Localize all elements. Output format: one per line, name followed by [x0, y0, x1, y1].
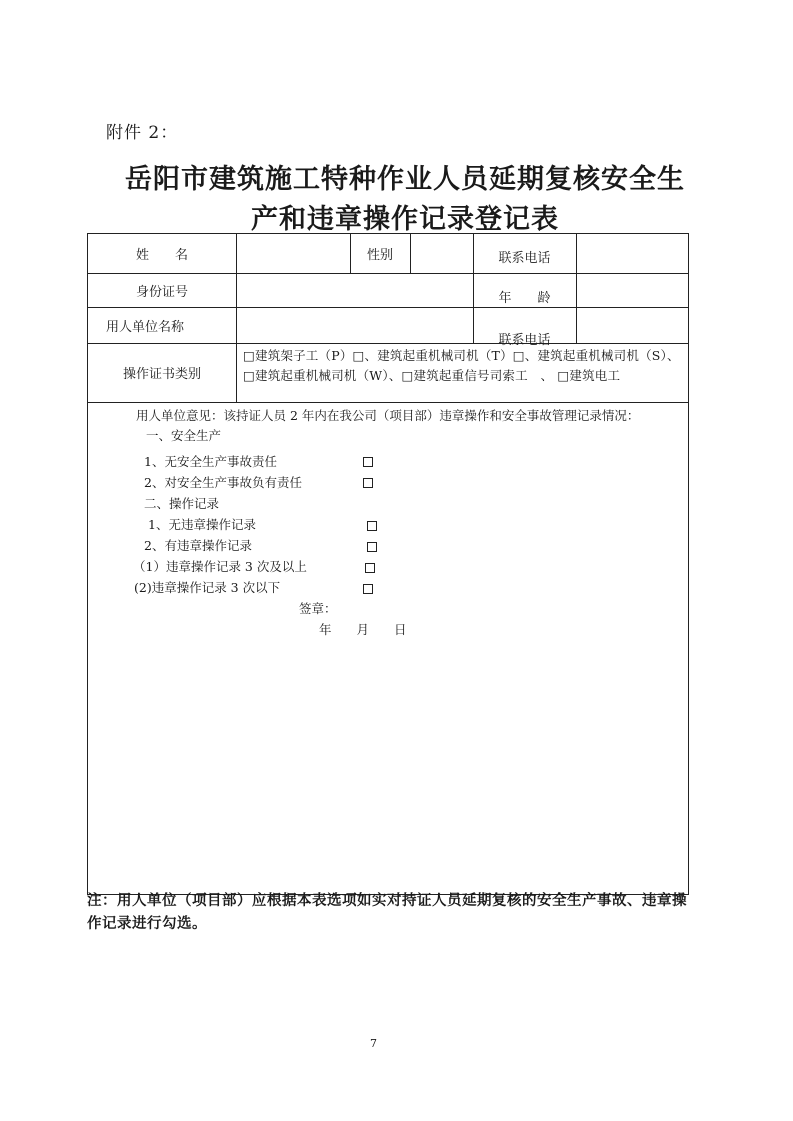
violation-under-3-option: (2)违章操作记录 3 次以下	[134, 580, 281, 595]
page-number: 7	[370, 1037, 377, 1050]
id-number-field[interactable]	[237, 273, 473, 307]
footnote: 注：用人单位（项目部）应根据本表选项如实对持证人员延期复核的安全生产事故、违章操作记录进行勾选。	[87, 892, 687, 932]
age-field[interactable]	[577, 273, 688, 307]
employer-field[interactable]	[237, 307, 473, 343]
seal-label: 签章：	[299, 601, 337, 616]
employer-phone-label: 联系电话	[498, 332, 551, 348]
cert-type-label: 操作证书类别	[122, 367, 201, 382]
violation-3-or-more-checkbox[interactable]	[365, 563, 375, 573]
no-violation-checkbox[interactable]	[367, 521, 377, 531]
opinion-intro: 用人单位意见：该持证人员 2 年内在我公司（项目部）违章操作和安全事故管理记录情况：	[136, 408, 640, 423]
id-number-label: 身份证号	[135, 284, 188, 300]
gender-field[interactable]	[411, 234, 473, 273]
name-field[interactable]	[237, 234, 350, 273]
has-violation-checkbox[interactable]	[367, 542, 377, 552]
accident-liable-option: 2、对安全生产事故负有责任	[144, 475, 302, 490]
violation-under-3-checkbox[interactable]	[363, 584, 373, 594]
no-accident-checkbox[interactable]	[363, 457, 373, 467]
violation-3-or-more-option: （1）违章操作记录 3 次及以上	[133, 559, 307, 574]
no-violation-option: 1、无违章操作记录	[148, 517, 256, 532]
employer-label: 用人单位名称	[106, 319, 185, 335]
cert-type-options[interactable]: □建筑架子工（P）□、建筑起重机械司机（T）□、建筑起重机械司机（S）、□建筑起重机械司机（W）、□建筑起重信号司索工 、 □建筑电工	[243, 348, 680, 383]
safety-section-title: 一、安全生产	[146, 428, 222, 443]
form-title-line-1: 岳阳市建筑施工特种作业人员延期复核安全生	[125, 164, 685, 195]
name-label: 姓 名	[135, 248, 188, 263]
age-label: 年 龄	[498, 290, 551, 306]
phone-field[interactable]	[577, 234, 688, 273]
accident-liable-checkbox[interactable]	[363, 478, 373, 488]
has-violation-option: 2、有违章操作记录	[144, 538, 252, 553]
attachment-label: 附件 2：	[106, 123, 179, 143]
form-title-line-2: 产和违章操作记录登记表	[251, 204, 559, 235]
operation-section-title: 二、操作记录	[144, 496, 220, 511]
no-accident-option: 1、无安全生产事故责任	[144, 454, 277, 469]
registration-form	[87, 233, 689, 895]
gender-label: 性别	[366, 248, 393, 263]
employer-phone-field[interactable]	[577, 307, 688, 343]
phone-label: 联系电话	[498, 251, 551, 266]
row-divider	[88, 402, 688, 403]
date-label: 年 月 日	[319, 622, 407, 637]
